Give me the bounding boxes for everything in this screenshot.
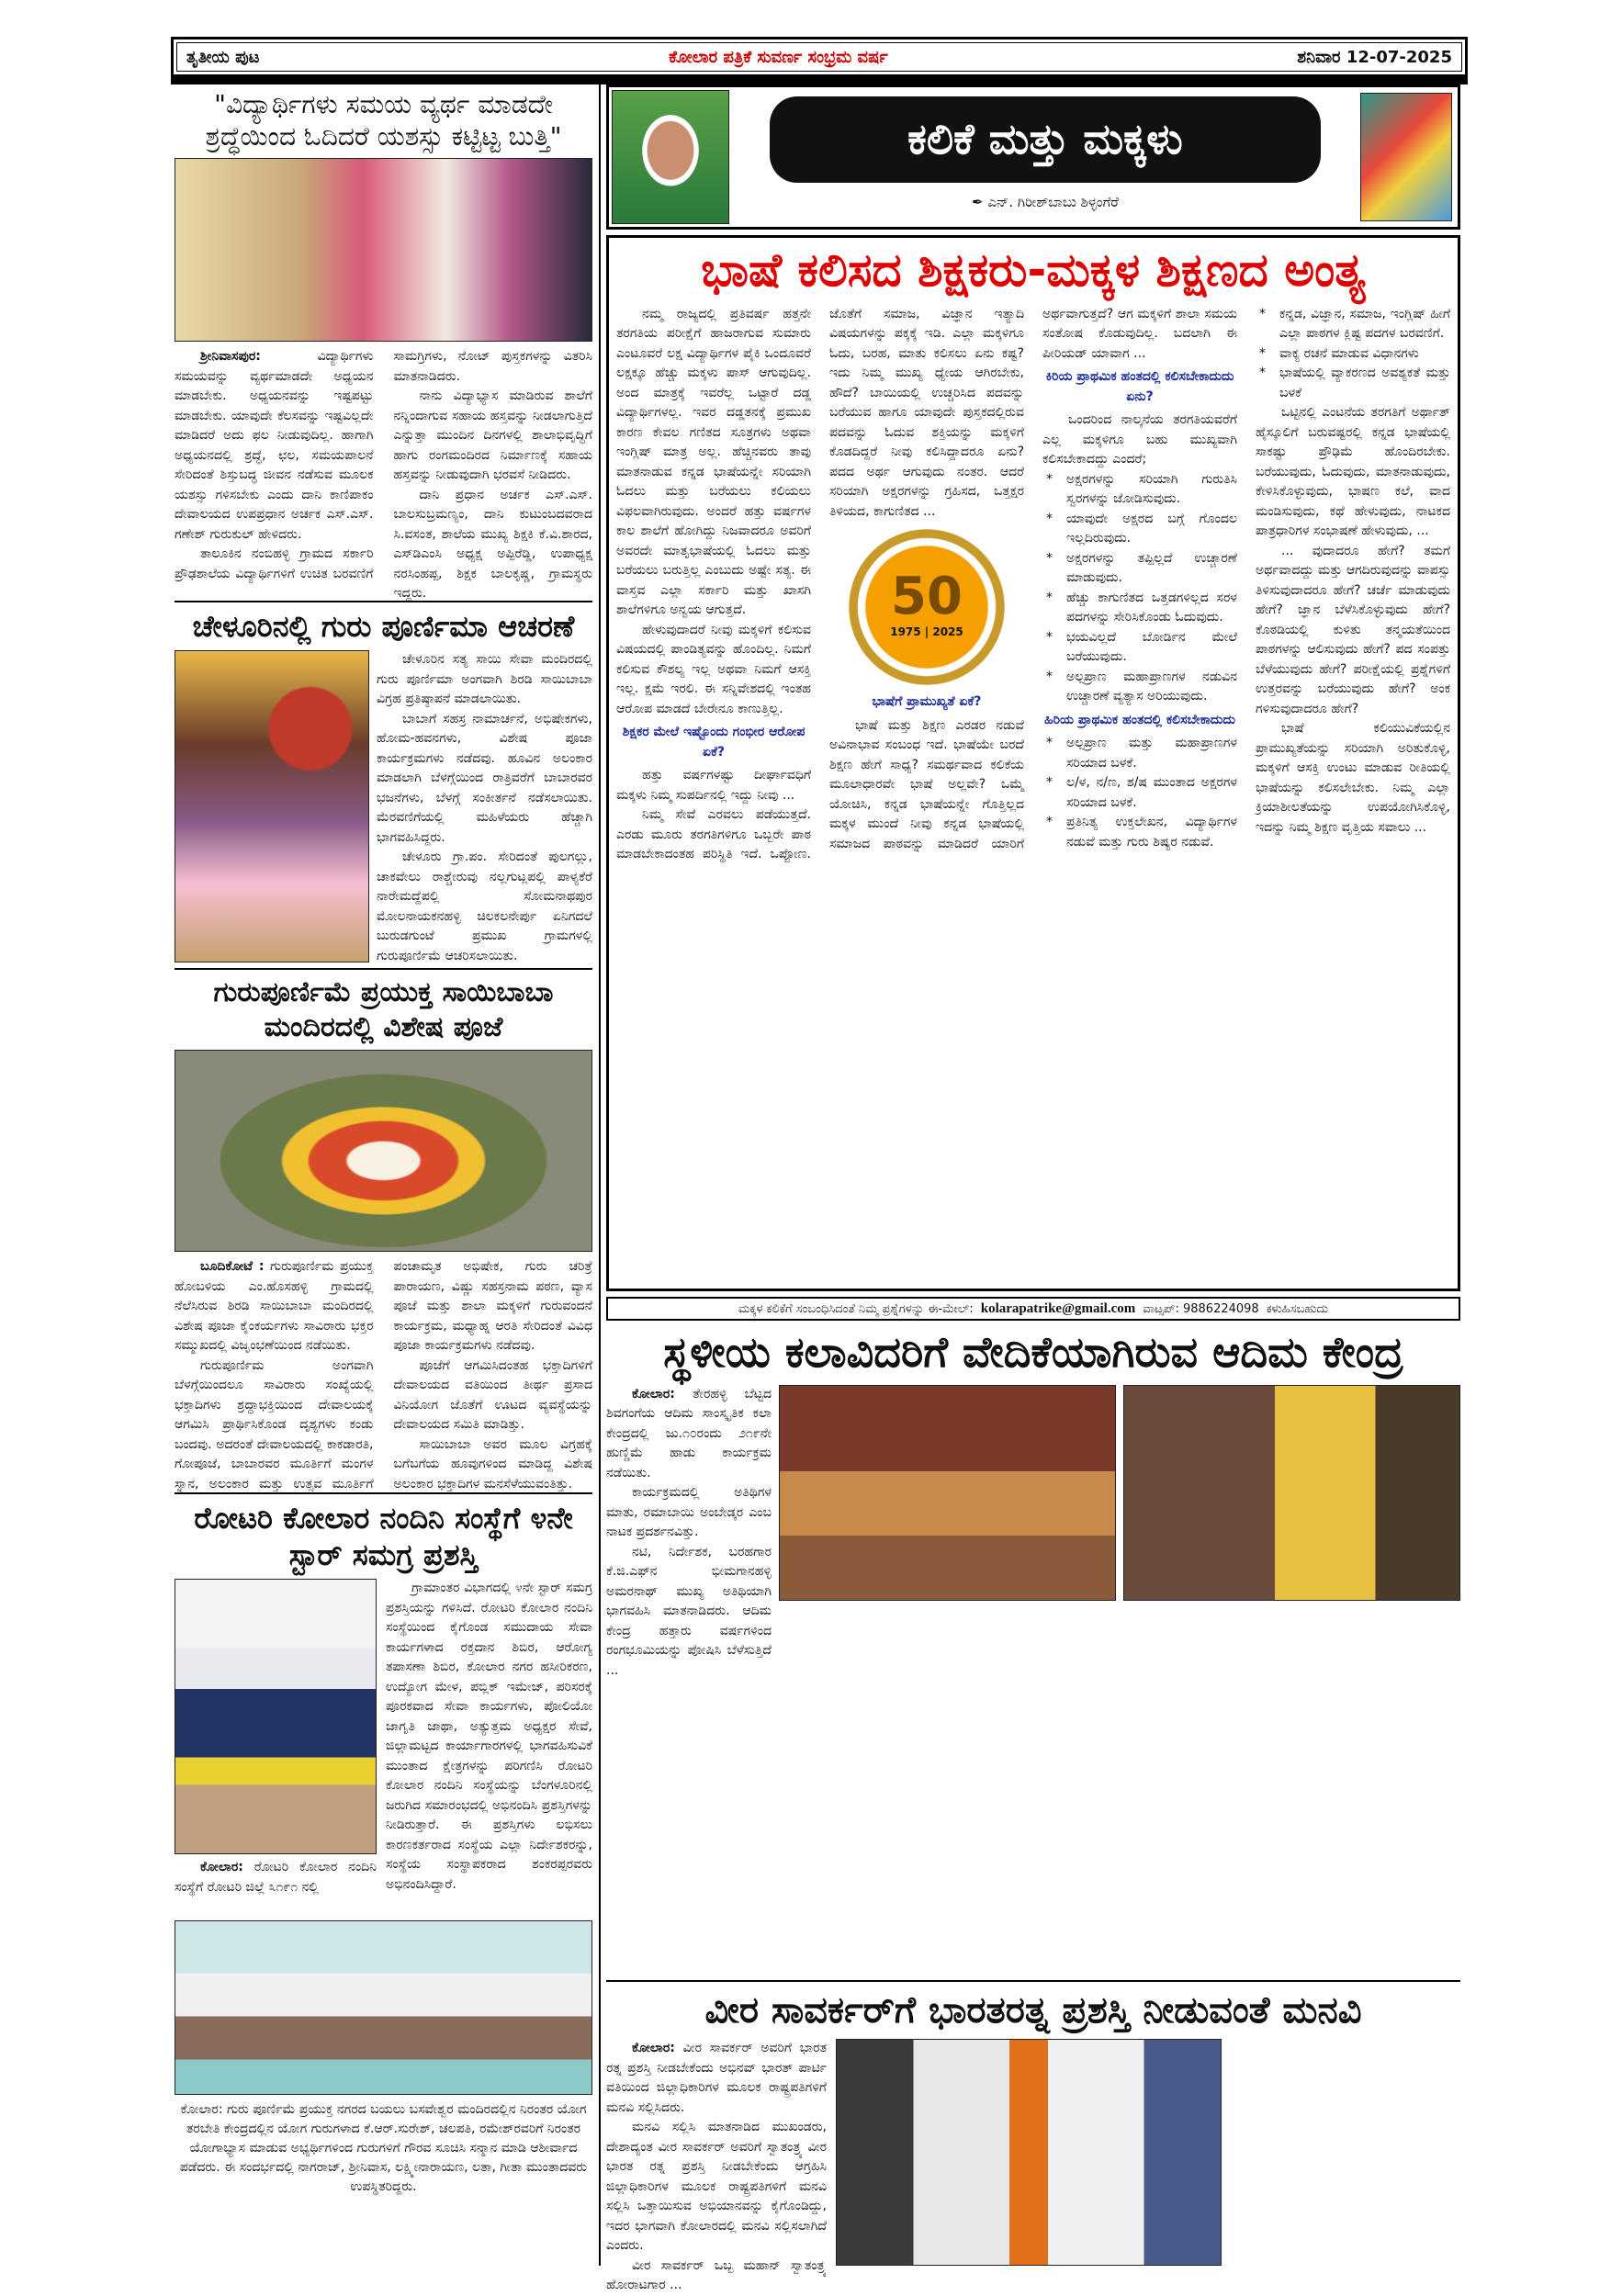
paragraph-text: ಹಿರಿಯ ಪ್ರಾಥಮಿಕ ಹಂತದಲ್ಲಿ ಕಲಿಸಬೇಕಾದುದು bbox=[1044, 712, 1235, 727]
byline bbox=[738, 194, 1353, 210]
paragraph-text: ಬಾಬಾಗೆ ಸಹಸ್ರ ನಾಮಾರ್ಚನೆ, ಅಭಿಷೇಕಗಳು, ಹೋಮ-ಹವನಗಳು, ವಿಶೇಷ ಪೂಜಾ ಕಾರ್ಯಕ್ರಮಗಳು ನಡೆದವು. ಹೂವಿನ ಅಲಂಕಾರ ಮಾಡಲಾಗಿ ಬೆಳಗ್ಗೆಯಿಂದ ರಾತ್ರಿವರೆಗೆ ಬಾಬಾರವರ ಭಜನೆಗಳು, ಬೆಳಗ್ಗೆ ಸಂಕೀರ್ತನೆ ನಡೆಸಲಾಯಿತು. ಮೆರವಣಿಗೆಯಲ್ಲಿ ಮಹಿಳೆಯರು ಹೆಚ್ಚಾಗಿ ಭಾಗವಹಿಸಿದ್ದರು. bbox=[377, 711, 592, 845]
bullet-item bbox=[1042, 470, 1237, 510]
paragraph bbox=[175, 1257, 374, 1356]
paragraph-text: ನಿಮ್ಮ ಸೇವೆ ಎರವಲು ಪಡೆಯುತ್ತದೆ. ಎರಡು ಮೂರು ತರಗತಿಗಳಿಗೂ ಒಬ್ಬರೇ ಪಾಠ ಮಾಡಬೇಕಾದಂತಹ ಪರಿಸ್ಥಿತಿ ಇದೆ. ಒಪ್ಪೋಣ. ಜೊತೆಗೆ ಸಮಾಜ, ವಿಜ್ಞಾನ ಇತ್ಯಾದಿ ವಿಷಯಗಳನ್ನು ಪಕ್ಕಕ್ಕೆ ಇಡಿ. ಎಲ್ಲಾ ಮಕ್ಕಳಿಗೂ ಓದು, ಬರಹ, ಮಾತು ಕಲಿಸಲು ಏನು ಕಷ್ಟ? ಇದು ನಿಮ್ಮ ಮುಖ್ಯ ಧ್ಯೇಯ ಆಗಿರಬೇಕು, ಹೌದೆ? ಬಾಯಿಯಲ್ಲಿ ಉಚ್ಚರಿಸಿದ ಪದವನ್ನು ಬರೆಯುವ ಹಾಗೂ ಯಾವುದೇ ಪುಸ್ತಕದಲ್ಲಿರುವ ಪದವನ್ನು ಓದುವ ಶಕ್ತಿಯನ್ನು ಮಕ್ಕಳಿಗೆ ಕೊಡದಿದ್ದರೆ ನೀವು ಕಲಿಸಿದ್ದಾದರೂ ಏನು? ಪದದ ಅರ್ಥ ಆಗುವುದು ನಂತರ. ಆದರೆ ಸರಿಯಾಗಿ ಅಕ್ಷರಗಳನ್ನು ಗ್ರಹಿಸದ, ಒತ್ತಕ್ಷರ ತಿಳಿಯದ, ಕಾಗುಣಿತದ ... bbox=[616, 306, 1024, 861]
paragraph bbox=[616, 305, 811, 621]
paragraph-text: ಮನವಿ ಸಲ್ಲಿಸಿ ಮಾತನಾಡಿದ ಮುಖಂಡರು, ದೇಶಾದ್ಯಂತ ವೀರ ಸಾವರ್ಕರ್ ಅವರಿಗೆ ಸ್ವಾತಂತ್ರ್ಯ ವೀರ ಭಾರತ ರತ್ನ ಪ್ರಶಸ್ತಿ ನೀಡಬೇಕೆಂದು ಆಗ್ರಹಿಸಿ ಜಿಲ್ಲಾಧಿಕಾರಿಗಳ ಮೂಲಕ ರಾಷ್ಟ್ರಪತಿಗಳಿಗೆ ಮನವಿ ಸಲ್ಲಿಸಿ ಒತ್ತಾಯಿಸುವ ಅಭಿಯಾನವನ್ನು ಕೈಗೊಂಡಿದ್ದು, ಇದರ ಭಾಗವಾಗಿ ಕೋಲಾರದಲ್ಲಿ ಮನವಿ ಸಲ್ಲಿಸಲಾಗಿದೆ ಎಂದರು. bbox=[606, 2120, 827, 2254]
paragraph-text: ಕಾರ್ಯಕ್ರಮದಲ್ಲಿ ಅತಿಥಿಗಳ ಮಾತು, ರಮಾಬಾಯಿ ಅಂಬೇಡ್ಕರ ಎಂಬ ನಾಟಕ ಪ್ರದರ್ಶನವಿತ್ತು. bbox=[606, 1485, 772, 1539]
paragraph bbox=[394, 1435, 593, 1495]
subheading bbox=[616, 723, 811, 762]
divider bbox=[606, 1980, 1460, 1982]
bullet-item bbox=[1042, 510, 1237, 549]
golden-jubilee-logo bbox=[849, 529, 1005, 685]
paragraph-text: ಪೂಜೆಗೆ ಆಗಮಿಸಿದಂತಹ ಭಕ್ತಾದಿಗಳಿಗೆ ದೇವಾಲಯದ ವತಿಯಿಂದ ತೀರ್ಥ ಪ್ರಸಾದ ವಿನಿಯೋಗ ಜೊತೆಗೆ ಊಟದ ವ್ಯವಸ್ಥೆಯನ್ನು ದೇವಾಲಯದ ಸಮಿತಿ ಮಾಡಿತ್ತು. bbox=[393, 1357, 592, 1432]
paragraph-text: ಅಲ್ಪಪ್ರಾಣ ಮಹಾಪ್ರಾಣಗಳ ನಡುವಿನ ಉಚ್ಚಾರಣೆ ವ್ಯತ್ಯಾಸ ಅರಿಯುವುದು. bbox=[1066, 669, 1237, 703]
contact-email[interactable]: kolarapatrike@gmail.com bbox=[980, 1300, 1136, 1316]
paragraph bbox=[1256, 403, 1450, 542]
bullet-item bbox=[1256, 344, 1450, 365]
story4-body bbox=[386, 1579, 592, 1909]
paragraph-text: ಯಾವುದೇ ಅಕ್ಷರದ ಬಗ್ಗೆ ಗೊಂದಲ ಇಲ್ಲದಿರುವುದು. bbox=[1066, 511, 1237, 546]
paragraph bbox=[394, 486, 593, 604]
paragraph-text: ... ವುದಾದರೂ ಹೇಗೆ? ತಮಗೆ ಅರ್ಥವಾದದ್ದು ಮತ್ತು ಆಗದಿರುವುದನ್ನು ವಾಪಸ್ಸು ತಿಳಿಸುವುದಾದರೂ ಹೇಗೆ? ಚರ್ಚೆ ಮಾಡುವುದು ಹೇಗೆ? ಜ್ಞಾನ ಬೆಳೆಸಿಕೊಳ್ಳುವುದು ಹೇಗೆ? ಕೊಠಡಿಯಲ್ಲಿ ಕುಳಿತು ತನ್ಮಯತೆಯಿಂದ ಪಾಠಗಳನ್ನು ಆಲಿಸುವುದು ಹೇಗೆ? ಪದ ಸಂಪತ್ತು ಬೆಳೆಯುವುದು ಹೇಗೆ? ಪರೀಕ್ಷೆಯಲ್ಲಿ ಪ್ರಶ್ನೆಗಳಿಗೆ ಉತ್ತರವನ್ನು ಬರೆಯುವುದು ಹೇಗೆ? ಅಂಕ ಗಳಿಸುವುದಾದರೂ ಹೇಗೆ? bbox=[1256, 543, 1450, 716]
paragraph-text: ಹತ್ತು ವರ್ಷಗಳಷ್ಟು ದೀರ್ಘಾವಧಿಗೆ ಮಕ್ಕಳು ನಿಮ್ಮ ಸುಪರ್ದಿನಲ್ಲಿ ಇದ್ದು ನೀವು ... bbox=[616, 768, 811, 803]
story2-body bbox=[377, 650, 592, 962]
column-banner bbox=[606, 84, 1460, 230]
paragraph-text: ಪ್ರತಿನಿತ್ಯ ಉಕ್ತಲೇಖನ, ವಿದ್ಯಾರ್ಥಿಗಳ ನಡುವೆ ಮತ್ತು ಗುರು ಶಿಷ್ಯರ ನಡುವೆ. bbox=[1066, 815, 1237, 850]
paragraph-text: ಭಾಷೆಯಲ್ಲಿ ವ್ಯಾಕರಣದ ಅವಶ್ಯಕತೆ ಮತ್ತು ಬಳಕೆ bbox=[1279, 366, 1450, 400]
caption-text: ರೋಟರಿ ಕೋಲಾರ ನಂದಿನಿ ಸಂಸ್ಥೆಗೆ ರೋಟರಿ ಜಿಲ್ಲೆ ೩೧೯೧ ನಲ್ಲಿ bbox=[175, 1860, 377, 1895]
paragraph bbox=[606, 1385, 772, 1484]
paragraph-text: ನಟಿ, ನಿರ್ದೇಶಕ, ಬರಹಗಾರ ಕೆ.ಜಿ.ಎಫ್‌ನ ಭೀಮಗಾನಹಳ್ಳಿ ಅಮರನಾಥ್ ಮುಖ್ಯ ಅತಿಥಿಯಾಗಿ ಭಾಗವಹಿಸಿ ಮಾತನಾಡಿದರು. ಆದಿಮ ಕೇಂದ್ರ ಹತ್ತಾರು ವರ್ಷಗಳಿಂದ ರಂಗಭೂಮಿಯನ್ನು ಪೋಷಿಸಿ ಬೆಳೆಸುತ್ತಿದೆ ... bbox=[606, 1544, 772, 1678]
page-header bbox=[171, 37, 1468, 77]
paragraph bbox=[606, 2257, 827, 2296]
story4-caption bbox=[175, 1858, 377, 1909]
pen-nib-icon: ✒ bbox=[972, 194, 988, 210]
story6-body-continued bbox=[1231, 2039, 1460, 2266]
bullet-item bbox=[1256, 305, 1450, 344]
paragraph bbox=[394, 387, 593, 486]
left-column bbox=[175, 88, 592, 2265]
subheading bbox=[1042, 711, 1237, 731]
dateline: ಬೂದಿಕೋಟೆ : bbox=[200, 1259, 265, 1274]
paragraph bbox=[606, 2118, 827, 2257]
right-area bbox=[606, 84, 1460, 2293]
story3-photo-decorated-shrine bbox=[175, 1050, 592, 1252]
paragraph-text: ನಮ್ಮ ರಾಜ್ಯದಲ್ಲಿ ಪ್ರತಿವರ್ಷ ಹತ್ತನೇ ತರಗತಿಯ ಪರೀಕ್ಷೆಗೆ ಹಾಜರಾಗುವ ಸುಮಾರು ಎಂಟೂವರೆ ಲಕ್ಷ ವಿದ್ಯಾರ್ಥಿಗಳ ಪೈಕಿ ಒಂದೂವರೆ ಲಕ್ಷಕ್ಕೂ ಹೆಚ್ಚು ಮಕ್ಕಳು ಪಾಸ್ ಆಗುವುದಿಲ್ಲ. ಅಂದ ಮಾತ್ರಕ್ಕೆ ಇವರೆಲ್ಲ ಒಟ್ಟಾರೆ ದಡ್ಡ ವಿದ್ಯಾರ್ಥಿಗಳಲ್ಲ. ಇವರ ದಡ್ಡತನಕ್ಕೆ ಪ್ರಮುಖ ಕಾರಣ ಕೇವಲ ಗಣಿತದ ಸೂತ್ರಗಳು ಅಥವಾ ಇಂಗ್ಲಿಷ್ ಮಾತ್ರ ಅಲ್ಲ. ಹೆಚ್ಚಿನವರು ತಾವು ಮಾತನಾಡುವ ಕನ್ನಡ ಭಾಷೆಯನ್ನೇ ಸರಿಯಾಗಿ ಓದಲು ಮತ್ತು ಬರೆಯಲು ಕಲಿಯಲು ವಿಫಲವಾಗಿರುವುದು. ಅಂದರೆ ಹತ್ತು ವರ್ಷಗಳ ಕಾಲ ಶಾಲೆಗೆ ಹೋಗಿದ್ದು ನಿಜವಾದರೂ ಅವರಿಗೆ ಅವರದೇ ಮಾತೃಭಾಷೆಯಲ್ಲಿ ಓದಲು ಮತ್ತು ಬರೆಯಲು ಬರುತ್ತಿಲ್ಲ ಎಂಬುದು ಅಷ್ಟೇ ಸತ್ಯ. ಈ ವಾಸ್ತವ ಎಲ್ಲಾ ಸರ್ಕಾರಿ ಮತ್ತು ಖಾಸಗಿ ಶಾಲೆಗಳಿಗೂ ಅನ್ವಯ ಆಗುತ್ತದೆ. bbox=[616, 306, 811, 617]
paragraph-text: ಭಾಷೆ ಮತ್ತು ಶಿಕ್ಷಣ ಎರಡರ ನಡುವೆ ಅವಿನಾಭಾವ ಸಂಬಂಧ ಇದೆ. ಭಾಷೆಯೇ ಬರದೆ ಶಿಕ್ಷಣ ಹೇಗೆ ಸಾಧ್ಯ? ಸಮರ್ಥವಾದ ಕಲಿಕೆಯ ಮೂಲಾಧಾರವೇ ಭಾಷೆ ಅಲ್ಲವೇ? ಒಮ್ಮೆ ಯೋಚಿಸಿ, ಕನ್ನಡ ಭಾಷೆಯನ್ನೇ ಗೊತ್ತಿಲ್ಲದ ಮಕ್ಕಳ ಮುಂದೆ ನೀವು ಕನ್ನಡ ಭಾಷೆಯಲ್ಲಿ ಸಮಾಜದ ಪಾಠವನ್ನು ಮಾಡಿದರೆ ಯಾರಿಗೆ ಅರ್ಥವಾಗುತ್ತದೆ? ಆಗ ಮಕ್ಕಳಿಗೆ ಶಾಲಾ ಸಮಯ ಸಂತೋಷ ಕೊಡುವುದಿಲ್ಲ. ಬದಲಾಗಿ ಈ ಪೀರಿಯಡ್ ಯಾವಾಗ ... bbox=[829, 306, 1237, 851]
story2-headline: ಚೇಳೂರಿನಲ್ಲಿ ಗುರು ಪೂರ್ಣಿಮಾ ಆಚರಣೆ bbox=[192, 609, 575, 644]
paragraph bbox=[616, 766, 811, 805]
page-number-label: ತೃತೀಯ ಪುಟ bbox=[186, 47, 260, 67]
contact-strip bbox=[606, 1297, 1460, 1321]
paragraph-text: ಲ/ಳ, ನ/ಣ, ಶ/ಷ ಮುಂತಾದ ಅಕ್ಷರಗಳ ಸರಿಯಾದ ಬಳಕೆ. bbox=[1066, 775, 1237, 810]
story3-headline: ಗುರುಪೂರ್ಣಿಮೆ ಪ್ರಯುಕ್ತ ಸಾಯಿಬಾಬಾ ಮಂದಿರದಲ್ಲಿ ವಿಶೇಷ ಪೂಜೆ bbox=[213, 976, 554, 1043]
paragraph-text: ಅಕ್ಷರಗಳನ್ನು ತಪ್ಪಿಲ್ಲದೆ ಉಚ್ಚಾರಣೆ ಮಾಡುವುದು. bbox=[1066, 550, 1237, 585]
paragraph-text: ವೀರ ಸಾವರ್ಕರ್ ಒಬ್ಬ ಮಹಾನ್ ಸ್ವಾತಂತ್ರ್ಯ ಹೋರಾಟಗಾರ ... bbox=[606, 2257, 827, 2293]
story4-headline: ರೋಟರಿ ಕೋಲಾರ ನಂದಿನಿ ಸಂಸ್ಥೆಗೆ ೪ನೇ ಸ್ಟಾರ್ ಸಮಗ್ರ ಪ್ರಶಸ್ತಿ bbox=[194, 1501, 573, 1572]
paragraph bbox=[386, 1579, 592, 1895]
bullet-item bbox=[1042, 773, 1237, 813]
bullet-item bbox=[1042, 628, 1237, 668]
story1-body bbox=[175, 347, 592, 601]
paragraph-text: ಭಾಷೆ ಕಲಿಯುವಿಕೆಯಲ್ಲಿನ ಪ್ರಾಮುಖ್ಯತೆಯನ್ನು ಸರಿಯಾಗಿ ಅರಿತುಕೊಳ್ಳಿ, ಮಕ್ಕಳಿಗೆ ಆಸಕ್ತಿ ಉಂಟು ಮಾಡುವ ರೀತಿಯಲ್ಲಿ ಭಾಷೆಯನ್ನು ಕಲಿಸಲೇಬೇಕು. ನಿಮ್ಮ ಎಲ್ಲಾ ಕ್ರಿಯಾಶೀಲತೆಯನ್ನು ಉಪಯೋಗಿಸಿಕೊಳ್ಳಿ, ಇದನ್ನು ನಿಮ್ಮ ಶಿಕ್ಷಣ ವೃತ್ತಿಯ ಸವಾಲು ... bbox=[1256, 721, 1450, 835]
paragraph-text: ಗುರುಪೂರ್ಣಿಮ ಪ್ರಯುಕ್ತ ಹೋಬಳಿಯ ಎಂ.ಹೊಸಹಳ್ಳಿ ಗ್ರಾಮದಲ್ಲಿ ನೆಲೆಸಿರುವ ಶಿರಡಿ ಸಾಯಿಬಾಬಾ ಮಂದಿರದಲ್ಲಿ ವಿಶೇಷ ಪೂಜಾ ಕೈಂಕರ್ಯಗಳು ಸಾವಿರಾರು ಭಕ್ತರ ಸಮ್ಮುಖದಲ್ಲಿ ವಿಜೃಂಭಣೆಯಿಂದ ನಡೆಯಿತು. bbox=[175, 1259, 374, 1353]
bullet-item bbox=[1042, 813, 1237, 852]
bullet-item bbox=[1256, 364, 1450, 403]
bullet-item bbox=[1042, 668, 1237, 707]
bullet-item bbox=[1042, 589, 1237, 628]
caption-dateline: ಕೋಲಾರ: bbox=[200, 1860, 243, 1874]
story1-photo-students-receiving-books bbox=[175, 158, 592, 342]
paragraph bbox=[394, 1356, 593, 1435]
header-rule bbox=[171, 77, 1468, 84]
divider bbox=[175, 968, 592, 970]
dateline: ಕೋಲಾರ: bbox=[632, 1386, 675, 1401]
divider bbox=[175, 601, 592, 602]
story5-body-continued bbox=[779, 1606, 1460, 1975]
issue-date: ಶನಿವಾರ 12-07-2025 bbox=[1297, 47, 1452, 67]
paragraph-text: ಅಲ್ಪಪ್ರಾಣ ಮತ್ತು ಮಹಾಪ್ರಾಣಗಳ ಸರಿಯಾದ ಬಳಕೆ. bbox=[1066, 736, 1237, 771]
story1-headline: "ವಿದ್ಯಾರ್ಥಿಗಳು ಸಮಯ ವ್ಯರ್ಥ ಮಾಡದೇ ಶ್ರದ್ಧೆಯಿಂದ ಓದಿದರೆ ಯಶಸ್ಸು ಕಟ್ಟಿಟ್ಟ ಬುತ್ತಿ" bbox=[205, 89, 562, 152]
column-divider bbox=[599, 84, 601, 2266]
subheading bbox=[1042, 367, 1237, 407]
story3-body bbox=[175, 1257, 592, 1491]
story6-body bbox=[606, 2039, 827, 2293]
paragraph bbox=[1042, 411, 1237, 470]
contact-suffix: ಕಳುಹಿಸಬಹುದು bbox=[1266, 1301, 1329, 1316]
paragraph bbox=[1256, 542, 1450, 720]
kids-illustration bbox=[1360, 93, 1452, 221]
contact-whatsapp: ವಾಟ್ಸಪ್: 9886224098 bbox=[1143, 1301, 1259, 1316]
paragraph-text: ಭಯವಿಲ್ಲದೆ ಬೋರ್ಡಿನ ಮೇಲೆ ಬರೆಯುವುದು. bbox=[1066, 629, 1237, 664]
paragraph bbox=[377, 650, 592, 710]
story6-headline: ವೀರ ಸಾವರ್ಕರ್‌ಗೆ ಭಾರತರತ್ನ ಪ್ರಶಸ್ತಿ ನೀಡುವಂತೆ ಮನವಿ bbox=[704, 1989, 1362, 2032]
subheading bbox=[829, 692, 1024, 713]
logo-number: 50 bbox=[891, 567, 963, 627]
story5-photo-stage-performance bbox=[1123, 1385, 1460, 1601]
paragraph bbox=[1256, 719, 1450, 838]
paragraph-text: ತಾಲೂಕಿನ ನಂಬಿಹಳ್ಳಿ ಗ್ರಾಮದ ಸರ್ಕಾರಿ ಪ್ರೌಢಶಾಲೆಯ ವಿದ್ಯಾರ್ಥಿಗಳಿಗೆ ಉಚಿತ ಬರವಣಿಗೆ ಸಾಮಗ್ರಿಗಳು, ನೋಟ್ ಪುಸ್ತಕಗಳನ್ನು ವಿತರಿಸಿ ಮಾತನಾಡಿದರು. bbox=[175, 349, 592, 581]
paragraph bbox=[606, 1483, 772, 1543]
paragraph-text: ಗ್ರಾಮಾಂತರ ವಿಭಾಗದಲ್ಲಿ ೪ನೇ ಸ್ಟಾರ್ ಸಮಗ್ರ ಪ್ರಶಸ್ತಿಯನ್ನು ಗಳಿಸಿದೆ. ರೋಟರಿ ಕೋಲಾರ ನಂದಿನಿ ಸಂಸ್ಥೆಯಿಂದ ಕೈಗೊಂಡ ಸಮುದಾಯ ಸೇವಾ ಕಾರ್ಯಗಳಾದ ರಕ್ತದಾನ ಶಿಬಿರ, ಆರೋಗ್ಯ ತಪಾಸಣಾ ಶಿಬಿರ, ಕೋಲಾರ ನಗರ ಹಸೀರಿಕರಣ, ಉದ್ಯೋಗ ಮೇಳ, ಪಬ್ಲಿಕ್ ಇಮೇಜ್, ಪರಿಸರಕ್ಕೆ ಪೂರಕವಾದ ಸೇವಾ ಕಾರ್ಯಗಳು, ಪೋಲಿಯೋ ಜಾಗೃತಿ ಜಾಥಾ, ಅತ್ಯುತ್ತಮ ಅಧ್ಯಕ್ಷರ ಸೇವೆ, ಜಿಲ್ಲಾಮಟ್ಟದ ಕಾರ್ಯಾಗಾರಗಳಲ್ಲಿ ಭಾಗವಹಿಸುವಿಕೆ ಮುಂತಾದ ಕ್ಷೇತ್ರಗಳನ್ನು ಪರಿಗಣಿಸಿ ರೋಟರಿ ಕೋಲಾರ ನಂದಿನಿ ಸಂಸ್ಥೆಯನ್ನು ಬೆಂಗಳೂರಿನಲ್ಲಿ ಜರುಗಿದ ಸಮಾರಂಭದಲ್ಲಿ ಅಭಿನಂದಿಸಿ ಪ್ರಶಸ್ತಿಗಳನ್ನು ನೀಡಿರುತ್ತಾರೆ. ಈ ಪ್ರಶಸ್ತಿಗಳು ಲಭಿಸಲು ಕಾರಣಕರ್ತರಾದ ಸಂಸ್ಥೆಯ ಎಲ್ಲಾ ನಿರ್ದೇಶಕರನ್ನು, ಸಂಸ್ಥೆಯ ಸಂಸ್ಥಾಪಕರಾದ ಶಂಕರಪ್ಪರವರು ಅಭಿನಂದಿಸಿದ್ದಾರೆ. bbox=[386, 1581, 592, 1892]
main-headline: ಭಾಷೆ ಕಲಿಸದ ಶಿಕ್ಷಕರು-ಮಕ್ಕಳ ಶಿಕ್ಷಣದ ಅಂತ್ಯ bbox=[701, 243, 1366, 297]
logo-years: 1975 | 2025 bbox=[890, 625, 963, 639]
paragraph-text: ಹೆಚ್ಚು ಕಾಗುಣಿತದ ಒತ್ತಡಗಳಿಲ್ಲದ ಸರಳ ಪದಗಳನ್ನು ಸೇರಿಸಿಕೊಂಡು ಓದುವುದು. bbox=[1066, 590, 1237, 625]
paragraph-text: ಚೇಳೂರಿನ ಸತ್ಯ ಸಾಯಿ ಸೇವಾ ಮಂದಿರದಲ್ಲಿ ಗುರು ಪೂರ್ಣಿಮಾ ಅಂಗವಾಗಿ ಶಿರಡಿ ಸಾಯಿಬಾಬಾ ವಿಗ್ರಹ ಪ್ರತಿಷ್ಠಾಪನೆ ಮಾಡಲಾಯಿತು. bbox=[377, 652, 592, 706]
paragraph-text: ಹೇಳುವುದಾದರೆ ನೀವು ಮಕ್ಕಳಿಗೆ ಕಲಿಸುವ ವಿಷಯದಲ್ಲಿ ಪಾಂಡಿತ್ಯವನ್ನು ಹೊಂದಿಲ್ಲ. ನಿಮಗೆ ಕಲಿಸುವ ಕೌಶಲ್ಯ ಇಲ್ಲ ಅಥವಾ ನಿಮಗೆ ಆಸಕ್ತಿ ಇಲ್ಲ. ಕ್ಷಮೆ ಇರಲಿ. ಈ ಸನ್ನಿವೇಶದಲ್ಲಿ ಇಂತಹ ಆರೋಪ ಮಾಡದೆ ಬೇರೇನೂ ಕಾಣುತ್ತಿಲ್ಲ. bbox=[616, 622, 811, 716]
story5-body bbox=[606, 1385, 772, 1678]
paragraph-text: ಒಟ್ಟಿನಲ್ಲಿ ಎಂಟನೆಯ ತರಗತಿಗೆ ಅರ್ಥಾತ್ ಹೈಸ್ಕೂಲಿಗೆ ಬರುವಷ್ಟರಲ್ಲಿ ಕನ್ನಡ ಭಾಷೆಯಲ್ಲಿ ಸಾಕಷ್ಟು ಪ್ರೌಢಿಮೆ ಹೊಂದಿರಬೇಕು. ಬರೆಯುವುದು, ಓದುವುದು, ಮಾತನಾಡುವುದು, ಕೇಳಿಸಿಕೊಳ್ಳುವುದು, ಭಾಷಣ ಕಲೆ, ವಾದ ಮಂಡಿಸುವುದು, ಕಥೆ ಹೇಳುವುದು, ನಾಟಕದ ಪಾತ್ರಧಾರಿಗಳ ಸಂಭಾಷಣೆ ಹೇಳುವುದು, ... bbox=[1256, 405, 1450, 538]
paragraph bbox=[175, 347, 374, 545]
paragraph-text: ಚೇಳೂರು ಗ್ರಾ.ಪಂ. ಸೇರಿದಂತೆ ಪುಲಗಲ್ಲು, ಚಾಕವೇಲು ರಾಶ್ಚೇರುವು ನಲ್ಲಗುಟ್ಲಪಲ್ಲಿ ಪಾಳ್ಯಕೆರೆ ನಾರೇಮದ್ದೆಪಲ್ಲಿ ಸೋಮನಾಥಪುರ ಮೋಲನಾಯಕನಹಳ್ಳಿ ಚಿಲಕಲನೇರ್ಪು ಏನಿಗದಲೆ ಬುರುಡಗುಂಟೆ ಪ್ರಮುಖ ಗ್ರಾಮಗಳಲ್ಲಿ ಗುರುಪೂರ್ಣಿಮೆ ಆಚರಿಸಲಾಯಿತು. bbox=[377, 850, 592, 963]
divider bbox=[175, 1492, 592, 1494]
paragraph bbox=[616, 621, 811, 720]
column-title: ಕಲಿಕೆ ಮತ್ತು ಮಕ್ಕಳು bbox=[770, 96, 1321, 183]
paragraph-text: ವಿದ್ಯಾರ್ಥಿಗಳು ಸಮಯವನ್ನು ವ್ಯರ್ಥಮಾಡದೇ ಅಧ್ಯಯನ ಮಾಡಬೇಕು. ಅಧ್ಯಯನವನ್ನು ಇಷ್ಟಪಟ್ಟು ಮಾಡಬೇಕು. ಯಾವುದೇ ಕೆಲಸವನ್ನು ಇಷ್ಟವಿಲ್ಲದೇ ಮಾಡಿದರೆ ಅದು ಫಲ ನೀಡುವುದಿಲ್ಲ. ಹಾಗಾಗಿ ಅಧ್ಯಯನದಲ್ಲಿ ಶ್ರದ್ಧೆ, ಛಲ, ಸಮಯಪಾಲನೆ ಸೇರಿದಂತೆ ಶಿಸ್ತುಬದ್ಧ ಜೀವನ ನಡೆಸುವ ಮೂಲಕ ಯಶಸ್ಸು ಗಳಿಸಬೇಕು ಎಂದು ದಾನಿ ಕಾಣಿಪಾಕಂ ದೇವಾಲಯದ ಉಪಪ್ರಧಾನ ಅರ್ಚಕ ಎಸ್.ಎಸ್. ಗಣೇಶ್ ಗುರುಕುಲ್ ಹೇಳಿದರು. bbox=[175, 349, 374, 542]
dateline: ಶ್ರೀನಿವಾಸಪುರ: bbox=[200, 349, 261, 364]
paragraph-text: ಅಕ್ಷರಗಳನ್ನು ಸರಿಯಾಗಿ ಗುರುತಿಸಿ ಸ್ವರಗಳನ್ನು ಜೋಡಿಸುವುದು. bbox=[1066, 471, 1237, 506]
contact-text: ಮಕ್ಕಳ ಕಲಿಕೆಗೆ ಸಂಬಂಧಿಸಿದಂತೆ ನಿಮ್ಮ ಪ್ರಶ್ನೆಗಳನ್ನು ಈ-ಮೇಲ್: bbox=[738, 1301, 974, 1316]
paragraph-text: ಕನ್ನಡ, ವಿಜ್ಞಾನ, ಸಮಾಜ, ಇಂಗ್ಲಿಷ್ ಹೀಗೆ ಎಲ್ಲಾ ಪಾಠಗಳ ಕ್ಲಿಷ್ಟ ಪದಗಳ ಬರವಣಿಗೆ. bbox=[1279, 306, 1450, 341]
paragraph-text: ವೀರ ಸಾವರ್ಕರ್ ಅವರಿಗೆ ಭಾರತ ರತ್ನ ಪ್ರಶಸ್ತಿ ನೀಡಬೇಕೆಂದು ಅಭಿನವ್ ಭಾರತ್ ಪಾರ್ಟಿ ವತಿಯಿಂದ ಜಿಲ್ಲಾಧಿಕಾರಿಗಳ ಮೂಲಕ ರಾಷ್ಟ್ರಪತಿಗಳಿಗೆ ಮನವಿ ಸಲ್ಲಿಸಿದರು. bbox=[606, 2041, 827, 2115]
story6-photo-memorandum-submission bbox=[836, 2039, 1222, 2266]
paragraph-text: ನಾನು ವಿದ್ಯಾಭ್ಯಾಸ ಮಾಡಿರುವ ಶಾಲೆಗೆ ನನ್ನಿಂದಾಗುವ ಸಹಾಯ ಹಸ್ತವನ್ನು ನೀಡಲಾಗುತ್ತಿದೆ ಎನ್ನುತ್ತಾ ಮುಂದಿನ ದಿನಗಳಲ್ಲಿ ಶಾಲಾಭಿವೃದ್ಧಿಗೆ ಹಾಗು ರಂಗಮಂದಿರದ ನಿರ್ಮಾಣಕ್ಕೆ ಸಹಾಯ ಹಸ್ತವನ್ನು ನೀಡುವುದಾಗಿ ಭರವಸೆ ನೀಡಿದರು. bbox=[393, 388, 592, 482]
yoga-gurus-group-photo bbox=[175, 1920, 592, 2095]
paragraph-text: ಕಿರಿಯ ಪ್ರಾಥಮಿಕ ಹಂತದಲ್ಲಿ ಕಲಿಸಬೇಕಾದುದು ಏನು? bbox=[1045, 369, 1234, 404]
paragraph-text: ವಾಕ್ಯ ರಚನೆ ಮಾಡುವ ವಿಧಾನಗಳು bbox=[1279, 345, 1419, 361]
paragraph bbox=[377, 848, 592, 966]
columnist-photo bbox=[612, 90, 729, 224]
byline-name: ಎನ್. ಗಿರೀಶ್‌ಬಾಬು ಶಿಳ್ಳಂಗೆರೆ bbox=[987, 194, 1119, 210]
paragraph-text: ದಾನಿ ಪ್ರಧಾನ ಅರ್ಚಕ ಎಸ್.ಎಸ್. ಬಾಲಸುಬ್ರಮಣ್ಯಂ, ದಾನಿ ಕುಟುಂಬದವರಾದ ಸಿ.ವಸಂತ, ಶಾಲೆಯ ಮುಖ್ಯ ಶಿಕ್ಷಕಿ ಕೆ.ವಿ.ಶಾರದ, ಎಸ್‌ಡಿಎಂಸಿ ಅಧ್ಯಕ್ಷ ಅಪ್ಪಿರೆಡ್ಡಿ, ಉಪಾಧ್ಯಕ್ಷ ನರಸಿಂಹಪ್ಪ, ಶಿಕ್ಷಕ ಬಾಲಕೃಷ್ಣ, ಗ್ರಾಮಸ್ಥರು ಇದ್ದರು. bbox=[393, 487, 592, 601]
paragraph bbox=[377, 710, 592, 849]
story5-photo-drama-scene bbox=[779, 1385, 1116, 1601]
main-article-body bbox=[616, 305, 1450, 1286]
story2-photo-saibaba-idol bbox=[175, 650, 369, 962]
story4-photo-award-recipients bbox=[175, 1579, 377, 1854]
paragraph-text: ಭಾಷೆಗೆ ಪ್ರಾಮುಖ್ಯತೆ ಏಕೆ? bbox=[872, 694, 982, 709]
yoga-photo-caption: ಕೋಲಾರ: ಗುರು ಪೂರ್ಣಿಮೆ ಪ್ರಯುಕ್ತ ನಗರದ ಬಯಲು ಬಸವೇಶ್ವರ ಮಂದಿರದಲ್ಲಿನ ನಿರಂತರ ಯೋಗ ತರಬೇತಿ ಕೇಂದ್ರದಲ್ಲಿನ ಯೋಗ ಗುರುಗಳಾದ ಕೆ.ಆರ್.ಸುರೇಶ್, ಚಲಪತಿ, ರಮೇಶ್‌ರವರಿಗೆ ನಿರಂತರ ಯೋಗಾಭ್ಯಾಸ ಮಾಡುವ ಅಭ್ಯರ್ಥಿಗಳಿಂದ ಗುರುಗಳಿಗೆ ಗೌರವ ಸೂಚಿಸಿ ಸನ್ಮಾನ ಮಾಡಿ ಆಶೀರ್ವಾದ ಪಡೆದರು. ಈ ಸಂದರ್ಭದಲ್ಲಿ ನಾಗರಾಜ್, ಶ್ರೀನಿವಾಸ, ಲಕ್ಷ್ಮೀನಾರಾಯಣ, ಲತಾ, ಗೀತಾ ಮುಂತಾದವರು ಉಪಸ್ಥಿತರಿದ್ದರು. bbox=[179, 2102, 588, 2194]
paragraph bbox=[606, 1543, 772, 1682]
paragraph-text: ಶಿಕ್ಷಕರ ಮೇಲೆ ಇಷ್ಟೊಂದು ಗಂಭೀರ ಆರೋಪ ಏಕೆ? bbox=[622, 725, 806, 760]
paragraph-text: ಸಾಯಿಬಾಬಾ ಅವರ ಮೂಲ ವಿಗ್ರಹಕ್ಕೆ ಬಗೆಬಗೆಯ ಹೂವುಗಳಿಂದ ಮಾಡಿದ್ದ ವಿಶೇಷ ಅಲಂಕಾರ ಭಕ್ತಾದಿಗಳ ಮನಸೆಳೆಯುವಂತಿತ್ತು. bbox=[393, 1436, 592, 1491]
dateline: ಕೋಲಾರ: bbox=[632, 2041, 675, 2056]
paragraph-text: ತೇರಹಳ್ಳಿ ಬೆಟ್ಟದ ಶಿವಗಂಗೆಯ ಆದಿಮ ಸಾಂಸ್ಕೃತಿಕ ಕಲಾ ಕೇಂದ್ರದಲ್ಲಿ ಜು.೧೦ರಂದು ೨೧೯ನೇ ಹುಣ್ಣಿಮೆ ಹಾಡು ಕಾರ್ಯಕ್ರಮ ನಡೆಯಿತು. bbox=[606, 1386, 772, 1480]
paragraph-text: ಗುರುಪೂರ್ಣಿಮ ಅಂಗವಾಗಿ ಬೆಳಗ್ಗೆಯಿಂದಲೂ ಸಾವಿರಾರು ಸಂಖ್ಯೆಯಲ್ಲಿ ಭಕ್ತಾದಿಗಳು ಶ್ರದ್ಧಾಭಕ್ತಿಯಿಂದ ದೇವಾಲಯಕ್ಕೆ ಆಗಮಿಸಿ ಪ್ರಾರ್ಥಿಸಿಕೊಂಡ ದೃಶ್ಯಗಳು ಕಂಡು ಬಂದವು. ಅದರಂತೆ ದೇವಾಲಯದಲ್ಲಿ ಕಾಕಡಾರತಿ, ಗೋಪೂಜೆ, ಬಾಬಾರವರ ಮೂರ್ತಿಗೆ ಮಂಗಳ ಸ್ನಾನ, ಅಲಂಕಾರ ಮತ್ತು ಉತ್ಸವ ಮೂರ್ತಿಗೆ ಪಂಚಾಮೃತ ಅಭಿಷೇಕ, ಗುರು ಚರಿತ್ರೆ ಪಾರಾಯಣ, ವಿಷ್ಣು ಸಹಸ್ರನಾಮ ಪಠಣ, ವ್ಯಾಸ ಪೂಜೆ ಮತ್ತು ಶಾಲಾ ಮಕ್ಕಳಿಗೆ ಗುರುವಂದನೆ ಕಾರ್ಯಕ್ರಮ, ಮಧ್ಯಾಹ್ನ ಆರತಿ ಸೇರಿದಂತೆ ವಿವಿಧ ಪೂಜಾ ಕಾರ್ಯಕ್ರಮಗಳು ನಡೆದವು. bbox=[175, 1259, 592, 1491]
anniversary-tagline: ಕೋಲಾರ ಪತ್ರಿಕೆ ಸುವರ್ಣ ಸಂಭ್ರಮ ವರ್ಷ bbox=[669, 47, 888, 67]
bullet-item bbox=[1042, 549, 1237, 589]
bullet-item bbox=[1042, 734, 1237, 773]
paragraph bbox=[606, 2039, 827, 2118]
story5-headline: ಸ್ಥಳೀಯ ಕಲಾವಿದರಿಗೆ ವೇದಿಕೆಯಾಗಿರುವ ಆದಿಮ ಕೇಂದ್ರ bbox=[663, 1327, 1403, 1377]
paragraph-text: ಒಂದರಿಂದ ನಾಲ್ಕನೆಯ ತರಗತಿಯವರೆಗೆ ಎಲ್ಲ ಮಕ್ಕಳಿಗೂ ಬಹು ಮುಖ್ಯವಾಗಿ ಕಲಿಸಬೇಕಾದದ್ದು ಎಂದರೆ; bbox=[1042, 412, 1237, 467]
main-article-box bbox=[606, 235, 1460, 1291]
